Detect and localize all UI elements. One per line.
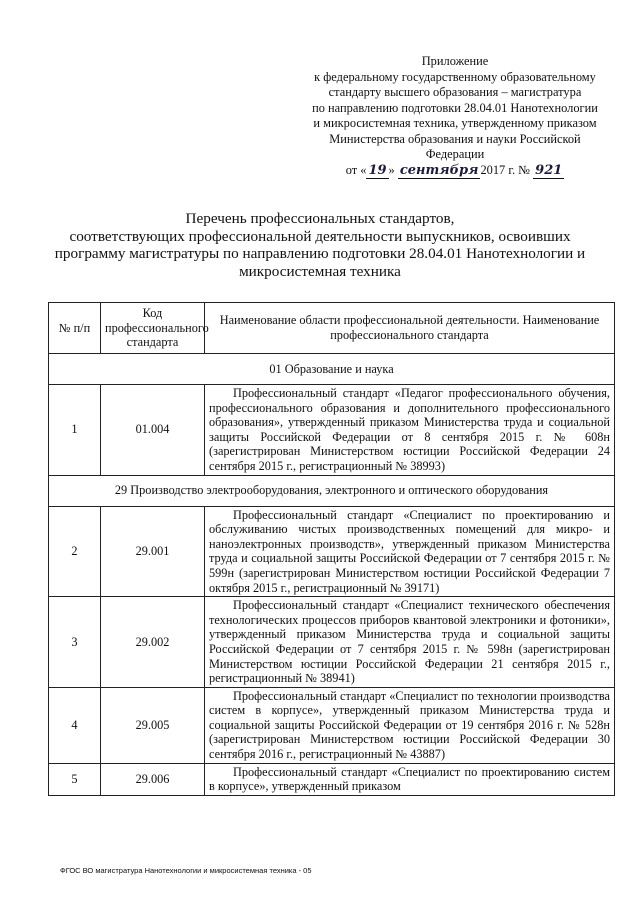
section-row [49, 354, 615, 385]
handwritten-day: 19 [368, 162, 387, 178]
row-text: Профессиональный стандарт «Педагог профессионального обучения, профессионального образования и дополнительного профессионального образования», утвержденный приказом Министерства труда и социальной защиты Российской Федерации от 8 сентября 2015 г. № 608н (зарегистрирован Министерством юстиции Российской Федерации 24 сентября 2015 г., регистрационный № 38993) [205, 385, 615, 476]
handwritten-month: сентября [399, 162, 479, 178]
section-row [49, 475, 615, 506]
row-num: 2 [49, 506, 101, 597]
row-text: Профессиональный стандарт «Специалист по проектированию и обслуживанию чистых производственных помещений для микро- и наноэлектронных производств», утвержденный приказом Министерства труда и социальной защиты Российской Федерации от 7 сентября 2015 г. № 599н (зарегистрирован Министерством юстиции Российской Федерации 7 октября 2015 г., регистрационный № 39171) [205, 506, 615, 597]
section-title: 29 Производство электрооборудования, электронного и оптического оборудования [49, 475, 615, 506]
section-title: 01 Образование и наука [49, 354, 615, 385]
table-row [49, 763, 615, 795]
header-name: Наименование области профессиональной деятельности. Наименование профессионального стандарта [205, 303, 615, 354]
handwritten-number: 921 [535, 162, 563, 178]
row-code: 29.001 [101, 506, 205, 597]
appendix-line: по направлению подготовки 28.04.01 Нанотехнологии [312, 100, 598, 115]
appendix-line: к федеральному государственному образовательному [314, 69, 596, 84]
row-text: Профессиональный стандарт «Специалист технического обеспечения технологических процессов приборов квантовой электроники и фотоники», утвержденный приказом Министерства труда и социальной защиты Российской Федерации от 7 сентября 2015 г. № 598н (зарегистрирован Министерством юстиции Российской Федерации 21 сентября 2015 г., регистрационный № 38941) [205, 597, 615, 688]
row-code: 29.006 [101, 763, 205, 795]
document-title [40, 210, 600, 280]
header-num: № п/п [49, 303, 101, 354]
title-line: программу магистратуры по направлению подготовки 28.04.01 Нанотехнологии и [54, 245, 586, 262]
row-code: 29.005 [101, 687, 205, 763]
title-line: Перечень профессиональных стандартов, [185, 210, 455, 227]
appendix-line: стандарту высшего образования – магистратура [328, 85, 582, 99]
page-footer: ФГОС ВО магистратура Нанотехнологии и микросистемная техника - 05 [60, 866, 312, 875]
table-row [49, 385, 615, 476]
date-close: » [388, 162, 395, 177]
table-header-row [49, 303, 615, 354]
row-num: 3 [49, 597, 101, 688]
title-line: микросистемная техника [239, 262, 401, 280]
title-line: соответствующих профессиональной деятельности выпускников, освоивших [69, 227, 571, 245]
row-num: 4 [49, 687, 101, 763]
row-num: 1 [49, 385, 101, 476]
appendix-line: Федерации [425, 147, 485, 161]
appendix-line: и микросистемная техника, утвержденному приказом [313, 116, 597, 130]
order-year: 2017 г. № [480, 162, 531, 177]
table-row [49, 506, 615, 597]
header-code: Код профессионального стандарта [101, 303, 205, 354]
row-code: 29.002 [101, 597, 205, 688]
row-text: Профессиональный стандарт «Специалист по технологии производства систем в корпусе», утвержденный приказом Министерства труда и социальной защиты Российской Федерации от 19 сентября 2016 г. № 528н (зарегистрирован Министерством юстиции Российской Федерации 30 сентября 2016 г., регистрационный № 43887) [205, 687, 615, 763]
table-row [49, 597, 615, 688]
appendix-line: Министерства образования и науки Российской [329, 131, 581, 146]
order-date-line [300, 163, 610, 180]
appendix-block [300, 54, 610, 179]
standards-table [48, 302, 615, 796]
date-prefix: от « [345, 162, 367, 177]
table-row [49, 687, 615, 763]
row-code: 01.004 [101, 385, 205, 476]
appendix-line: Приложение [421, 54, 489, 68]
row-num: 5 [49, 763, 101, 795]
row-text: Профессиональный стандарт «Специалист по проектированию систем в корпусе», утвержденный приказом [205, 763, 615, 795]
